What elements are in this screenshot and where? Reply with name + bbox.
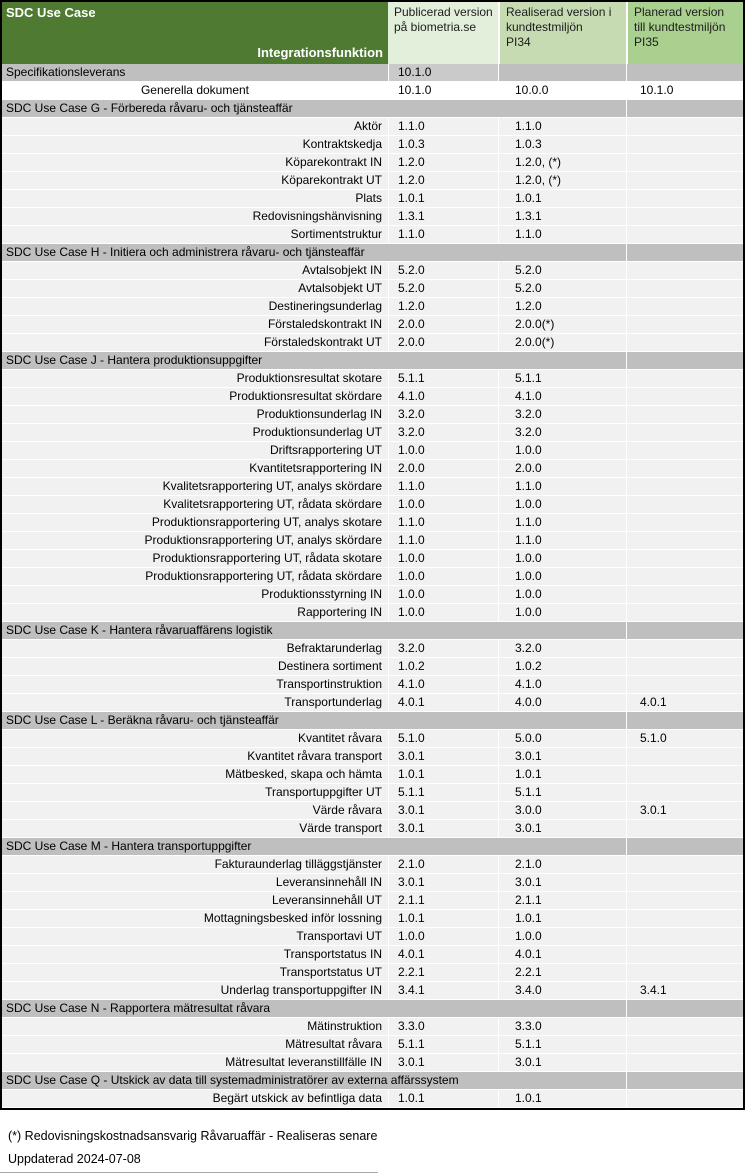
cell-planned	[626, 910, 743, 928]
cell-realized: 3.0.1	[498, 874, 626, 892]
cell-published: 1.1.0	[388, 514, 498, 532]
cell-realized	[498, 64, 626, 82]
cell-planned	[626, 622, 743, 640]
table-row	[2, 604, 743, 622]
cell-planned: 3.4.1	[626, 982, 743, 1000]
cell-planned: 4.0.1	[626, 694, 743, 712]
cell-planned	[626, 514, 743, 532]
cell-planned	[626, 334, 743, 352]
cell-published: 5.1.0	[388, 730, 498, 748]
cell-realized: 5.1.1	[498, 370, 626, 388]
cell-realized: 1.0.0	[498, 928, 626, 946]
cell-realized: 4.1.0	[498, 676, 626, 694]
cell-planned: 5.1.0	[626, 730, 743, 748]
row-label: Transportunderlag	[2, 694, 388, 712]
cell-planned	[626, 964, 743, 982]
cell-planned	[626, 460, 743, 478]
row-label: Förstaledskontrakt UT	[2, 334, 388, 352]
cell-planned	[626, 1036, 743, 1054]
cell-planned	[626, 838, 743, 856]
table-row	[2, 496, 743, 514]
table-row	[2, 460, 743, 478]
table-row	[2, 874, 743, 892]
cell-realized: 1.0.1	[498, 1090, 626, 1108]
cell-published: 3.2.0	[388, 640, 498, 658]
table-row	[2, 208, 743, 226]
section-header-row	[2, 622, 743, 640]
section-header-row	[2, 1072, 743, 1090]
row-label: Kvalitetsrapportering UT, analys skördare	[2, 478, 388, 496]
cell-realized: 4.1.0	[498, 388, 626, 406]
row-label: Sortimentstruktur	[2, 226, 388, 244]
cell-planned	[626, 1090, 743, 1108]
table-row	[2, 1054, 743, 1072]
cell-planned	[626, 226, 743, 244]
table-header-row	[2, 2, 743, 64]
table-row	[2, 442, 743, 460]
section-label: SDC Use Case J - Hantera produktionsuppgifter	[2, 352, 626, 370]
cell-realized: 1.2.0, (*)	[498, 172, 626, 190]
cell-planned	[626, 568, 743, 586]
cell-published: 1.1.0	[388, 532, 498, 550]
row-label: Produktionsrapportering UT, rådata skördare	[2, 568, 388, 586]
cell-realized: 2.0.0(*)	[498, 334, 626, 352]
table-title: SDC Use Case	[6, 5, 96, 20]
cell-planned	[626, 118, 743, 136]
row-label: Mätbesked, skapa och hämta	[2, 766, 388, 784]
cell-realized: 3.4.0	[498, 982, 626, 1000]
table-row	[2, 136, 743, 154]
table-row	[2, 1090, 743, 1108]
table-row	[2, 802, 743, 820]
section-label: SDC Use Case N - Rapportera mätresultat råvara	[2, 1000, 626, 1018]
row-label: Produktionsunderlag IN	[2, 406, 388, 424]
cell-published: 1.0.0	[388, 568, 498, 586]
row-label: Mätresultat leveranstillfälle IN	[2, 1054, 388, 1072]
row-label: Mätinstruktion	[2, 1018, 388, 1036]
row-label: Köparekontrakt UT	[2, 172, 388, 190]
row-label: Driftsrapportering UT	[2, 442, 388, 460]
row-label: Generella dokument	[2, 82, 388, 100]
cell-planned: 3.0.1	[626, 802, 743, 820]
section-header-row	[2, 712, 743, 730]
cell-realized: 1.0.0	[498, 550, 626, 568]
column-header-line: Realiserad version i	[506, 5, 612, 19]
cell-published: 3.0.1	[388, 874, 498, 892]
cell-planned	[626, 208, 743, 226]
cell-planned	[626, 190, 743, 208]
row-label: Transportinstruktion	[2, 676, 388, 694]
cell-published: 2.0.0	[388, 334, 498, 352]
cell-published: 2.1.1	[388, 892, 498, 910]
cell-planned	[626, 892, 743, 910]
column-header-line: Planerad version	[634, 5, 725, 19]
cell-planned	[626, 370, 743, 388]
cell-planned	[626, 244, 743, 262]
cell-realized: 1.0.2	[498, 658, 626, 676]
cell-published: 1.0.0	[388, 496, 498, 514]
cell-realized: 1.2.0	[498, 298, 626, 316]
table-row	[2, 532, 743, 550]
column-header-line: kundtestmiljön	[506, 20, 583, 34]
table-row	[2, 172, 743, 190]
cell-published: 1.2.0	[388, 172, 498, 190]
cell-published: 2.0.0	[388, 460, 498, 478]
row-label: Fakturaunderlag tilläggstjänster	[2, 856, 388, 874]
row-label: Värde råvara	[2, 802, 388, 820]
cell-planned	[626, 820, 743, 838]
table-row	[2, 820, 743, 838]
cell-planned	[626, 748, 743, 766]
cell-planned	[626, 424, 743, 442]
cell-planned	[626, 388, 743, 406]
table-row	[2, 406, 743, 424]
cell-published: 1.0.0	[388, 928, 498, 946]
table-row	[2, 658, 743, 676]
section-header-row	[2, 352, 743, 370]
cell-realized: 2.0.0(*)	[498, 316, 626, 334]
cell-published: 1.2.0	[388, 298, 498, 316]
cell-planned	[626, 100, 743, 118]
cell-realized: 1.1.0	[498, 118, 626, 136]
cell-planned	[626, 316, 743, 334]
table-row	[2, 568, 743, 586]
cell-realized: 4.0.0	[498, 694, 626, 712]
cell-published: 1.0.1	[388, 190, 498, 208]
table-row	[2, 118, 743, 136]
row-label: Befraktarunderlag	[2, 640, 388, 658]
row-label: Kvantitet råvara transport	[2, 748, 388, 766]
table-row	[2, 586, 743, 604]
cell-realized: 1.0.0	[498, 604, 626, 622]
row-label: Begärt utskick av befintliga data	[2, 1090, 388, 1108]
cell-planned	[626, 406, 743, 424]
cell-published: 4.1.0	[388, 676, 498, 694]
cell-planned	[626, 712, 743, 730]
updated-date: Uppdaterad 2024-07-08	[0, 1152, 378, 1173]
row-label: Transportstatus IN	[2, 946, 388, 964]
cell-realized: 1.0.1	[498, 910, 626, 928]
cell-realized: 3.2.0	[498, 640, 626, 658]
table-row	[2, 514, 743, 532]
row-label: Produktionsrapportering UT, rådata skotare	[2, 550, 388, 568]
cell-planned	[626, 856, 743, 874]
row-label: Produktionsunderlag UT	[2, 424, 388, 442]
cell-published: 3.3.0	[388, 1018, 498, 1036]
cell-published: 3.2.0	[388, 406, 498, 424]
row-label: Redovisningshänvisning	[2, 208, 388, 226]
section-header-row	[2, 244, 743, 262]
cell-planned	[626, 172, 743, 190]
cell-planned	[626, 532, 743, 550]
cell-planned	[626, 1000, 743, 1018]
table-row	[2, 424, 743, 442]
cell-planned	[626, 496, 743, 514]
cell-published: 1.1.0	[388, 118, 498, 136]
cell-realized: 3.2.0	[498, 406, 626, 424]
row-label: Avtalsobjekt UT	[2, 280, 388, 298]
table-row	[2, 694, 743, 712]
cell-planned	[626, 352, 743, 370]
table-row	[2, 1036, 743, 1054]
cell-published: 1.0.0	[388, 604, 498, 622]
cell-planned	[626, 676, 743, 694]
cell-published: 1.0.3	[388, 136, 498, 154]
table-row	[2, 640, 743, 658]
cell-published: 3.0.1	[388, 1054, 498, 1072]
cell-realized: 5.1.1	[498, 784, 626, 802]
column-header-line: till kundtestmiljön	[634, 20, 726, 34]
table-row	[2, 892, 743, 910]
section-header-row	[2, 1000, 743, 1018]
cell-published: 5.2.0	[388, 262, 498, 280]
row-label: Avtalsobjekt IN	[2, 262, 388, 280]
cell-planned	[626, 136, 743, 154]
row-label: Kontraktskedja	[2, 136, 388, 154]
cell-published: 1.3.1	[388, 208, 498, 226]
cell-realized: 2.1.1	[498, 892, 626, 910]
row-label: Mottagningsbesked inför lossning	[2, 910, 388, 928]
table-row	[2, 370, 743, 388]
cell-planned	[626, 946, 743, 964]
table-row	[2, 730, 743, 748]
cell-published: 3.0.1	[388, 802, 498, 820]
cell-published: 5.1.1	[388, 1036, 498, 1054]
row-label: Produktionsstyrning IN	[2, 586, 388, 604]
cell-planned	[626, 874, 743, 892]
cell-published: 4.0.1	[388, 946, 498, 964]
row-label: Specifikationsleverans	[2, 64, 388, 82]
row-label: Underlag transportuppgifter IN	[2, 982, 388, 1000]
cell-realized: 1.0.1	[498, 766, 626, 784]
row-label: Produktionsresultat skotare	[2, 370, 388, 388]
cell-realized: 3.0.0	[498, 802, 626, 820]
table-row	[2, 388, 743, 406]
table-row	[2, 946, 743, 964]
cell-realized: 2.0.0	[498, 460, 626, 478]
cell-realized: 3.3.0	[498, 1018, 626, 1036]
row-label: Kvalitetsrapportering UT, rådata skördare	[2, 496, 388, 514]
cell-published: 4.1.0	[388, 388, 498, 406]
section-label: SDC Use Case Q - Utskick av data till systemadministratörer av externa affärssystem	[2, 1072, 626, 1090]
cell-planned	[626, 298, 743, 316]
cell-published: 1.1.0	[388, 226, 498, 244]
cell-planned	[626, 586, 743, 604]
cell-realized: 3.2.0	[498, 424, 626, 442]
cell-published: 10.1.0	[388, 82, 498, 100]
cell-realized: 10.0.0	[498, 82, 626, 100]
column-header-line: på biometria.se	[394, 20, 477, 34]
cell-realized: 1.2.0, (*)	[498, 154, 626, 172]
cell-published: 2.0.0	[388, 316, 498, 334]
cell-planned	[626, 658, 743, 676]
table-row	[2, 316, 743, 334]
row-label: Köparekontrakt IN	[2, 154, 388, 172]
cell-planned	[626, 550, 743, 568]
cell-realized: 5.1.1	[498, 1036, 626, 1054]
cell-published: 3.2.0	[388, 424, 498, 442]
cell-realized: 2.2.1	[498, 964, 626, 982]
section-label: SDC Use Case L - Beräkna råvaru- och tjänsteaffär	[2, 712, 626, 730]
cell-published: 1.0.1	[388, 766, 498, 784]
cell-realized: 1.3.1	[498, 208, 626, 226]
cell-realized: 5.2.0	[498, 280, 626, 298]
section-label: SDC Use Case K - Hantera råvaruaffärens logistik	[2, 622, 626, 640]
cell-planned	[626, 604, 743, 622]
cell-realized: 3.0.1	[498, 748, 626, 766]
cell-published: 5.2.0	[388, 280, 498, 298]
cell-realized: 1.0.0	[498, 442, 626, 460]
table-row	[2, 856, 743, 874]
row-label: Transportuppgifter UT	[2, 784, 388, 802]
cell-published: 2.1.0	[388, 856, 498, 874]
table-row	[2, 748, 743, 766]
cell-planned	[626, 928, 743, 946]
table-row	[2, 928, 743, 946]
table-row	[2, 280, 743, 298]
table-row	[2, 1018, 743, 1036]
section-label: SDC Use Case M - Hantera transportuppgifter	[2, 838, 626, 856]
cell-realized: 1.0.0	[498, 586, 626, 604]
row-label: Aktör	[2, 118, 388, 136]
cell-realized: 4.0.1	[498, 946, 626, 964]
footnote-text: (*) Redovisningskostnadsansvarig Råvaruaffär - Realiseras senare	[8, 1129, 378, 1143]
row-label: Värde transport	[2, 820, 388, 838]
row-label: Mätresultat råvara	[2, 1036, 388, 1054]
table-row	[2, 982, 743, 1000]
section-header-row	[2, 838, 743, 856]
table-row	[2, 676, 743, 694]
cell-published: 1.0.0	[388, 442, 498, 460]
cell-realized: 1.0.3	[498, 136, 626, 154]
integration-function-label: Integrationsfunktion	[257, 45, 383, 60]
cell-published: 5.1.1	[388, 370, 498, 388]
cell-realized: 1.1.0	[498, 478, 626, 496]
column-header-line: PI34	[506, 35, 531, 49]
cell-planned: 10.1.0	[626, 82, 743, 100]
cell-realized: 5.2.0	[498, 262, 626, 280]
cell-planned	[626, 784, 743, 802]
table-row	[2, 82, 743, 100]
cell-published: 4.0.1	[388, 694, 498, 712]
cell-published: 1.0.2	[388, 658, 498, 676]
table-row	[2, 190, 743, 208]
cell-planned	[626, 442, 743, 460]
row-label: Produktionsresultat skördare	[2, 388, 388, 406]
column-header-planned-pi35	[626, 2, 743, 64]
cell-realized: 3.0.1	[498, 820, 626, 838]
cell-planned	[626, 766, 743, 784]
row-label: Produktionsrapportering UT, analys skördare	[2, 532, 388, 550]
row-label: Destinera sortiment	[2, 658, 388, 676]
table-row	[2, 262, 743, 280]
section-header-row	[2, 100, 743, 118]
row-label: Kvantitet råvara	[2, 730, 388, 748]
cell-realized: 1.0.0	[498, 496, 626, 514]
section-label: SDC Use Case H - Initiera och administrera råvaru- och tjänsteaffär	[2, 244, 626, 262]
row-label: Transportavi UT	[2, 928, 388, 946]
cell-realized: 1.0.1	[498, 190, 626, 208]
cell-planned	[626, 1054, 743, 1072]
cell-published: 1.1.0	[388, 478, 498, 496]
table-row	[2, 766, 743, 784]
column-header-realized-pi34	[498, 2, 626, 64]
table-row	[2, 784, 743, 802]
table-row	[2, 910, 743, 928]
cell-published: 2.2.1	[388, 964, 498, 982]
cell-realized: 2.1.0	[498, 856, 626, 874]
cell-planned	[626, 640, 743, 658]
row-label: Leveransinnehåll IN	[2, 874, 388, 892]
cell-published: 3.0.1	[388, 820, 498, 838]
cell-published: 5.1.1	[388, 784, 498, 802]
cell-planned	[626, 154, 743, 172]
table-body	[2, 64, 743, 1108]
header-cell-use-case	[2, 2, 388, 64]
cell-planned	[626, 64, 743, 82]
cell-published: 1.0.0	[388, 550, 498, 568]
row-label: Kvantitetsrapportering IN	[2, 460, 388, 478]
cell-realized: 1.1.0	[498, 532, 626, 550]
cell-published: 3.0.1	[388, 748, 498, 766]
table-row	[2, 478, 743, 496]
row-label: Förstaledskontrakt IN	[2, 316, 388, 334]
cell-published: 1.0.1	[388, 910, 498, 928]
row-label: Leveransinnehåll UT	[2, 892, 388, 910]
cell-published: 3.4.1	[388, 982, 498, 1000]
cell-planned	[626, 262, 743, 280]
section-label: SDC Use Case G - Förbereda råvaru- och tjänsteaffär	[2, 100, 626, 118]
row-label: Destineringsunderlag	[2, 298, 388, 316]
table-footer	[0, 1129, 745, 1173]
row-label: Rapportering IN	[2, 604, 388, 622]
table-row	[2, 154, 743, 172]
table-row	[2, 964, 743, 982]
cell-planned	[626, 1072, 743, 1090]
cell-published: 1.0.1	[388, 1090, 498, 1108]
cell-published: 1.0.0	[388, 586, 498, 604]
cell-published: 1.2.0	[388, 154, 498, 172]
table-row	[2, 550, 743, 568]
row-label: Transportstatus UT	[2, 964, 388, 982]
column-header-published	[388, 2, 498, 64]
cell-published: 10.1.0	[388, 64, 498, 82]
table-row	[2, 334, 743, 352]
table-row	[2, 226, 743, 244]
cell-realized: 5.0.0	[498, 730, 626, 748]
row-label: Plats	[2, 190, 388, 208]
table-row	[2, 64, 743, 82]
cell-realized: 1.1.0	[498, 226, 626, 244]
cell-realized: 1.0.0	[498, 568, 626, 586]
cell-realized: 1.1.0	[498, 514, 626, 532]
cell-planned	[626, 478, 743, 496]
cell-realized: 3.0.1	[498, 1054, 626, 1072]
column-header-line: Publicerad version	[394, 5, 493, 19]
table-row	[2, 298, 743, 316]
column-header-line: PI35	[634, 35, 659, 49]
cell-planned	[626, 1018, 743, 1036]
cell-planned	[626, 280, 743, 298]
row-label: Produktionsrapportering UT, analys skotare	[2, 514, 388, 532]
